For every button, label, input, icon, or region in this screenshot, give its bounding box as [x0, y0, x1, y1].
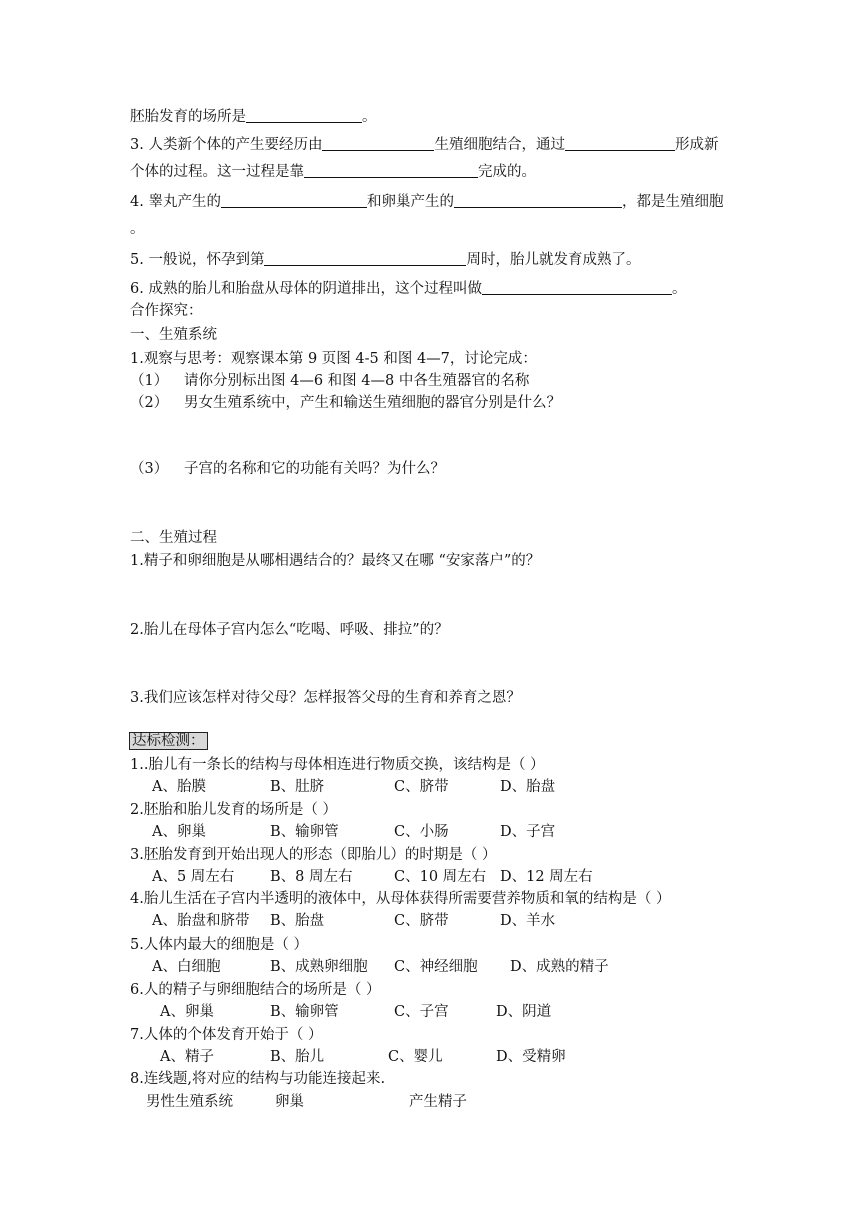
mc-option[interactable]: C、神经细胞 — [394, 959, 478, 975]
mc-option[interactable]: D、受精卵 — [496, 1049, 566, 1065]
explore-subquestion-2 — [130, 393, 561, 413]
section-heading-test — [129, 731, 208, 751]
explore-question-2-3: 3.我们应该怎样对待父母？怎样报答父母的生育和养育之恩？ — [130, 690, 521, 706]
fill-question-4-end: 。 — [130, 221, 145, 237]
mc-question: 4.胎儿生活在子宫内半透明的液体中，从母体获得所需要营养物质和氧的结构是（ ） — [130, 891, 671, 907]
mc-option[interactable]: C、脐带 — [394, 913, 449, 929]
mc-option[interactable]: A、5 周左右 — [152, 869, 235, 885]
section-heading-explore: 合作探究： — [130, 303, 203, 319]
mc-option[interactable]: C、10 周左右 — [394, 869, 487, 885]
text: 胚胎发育的场所是 — [130, 109, 246, 125]
text: 达标检测： — [129, 732, 208, 750]
mc-option[interactable]: A、白细胞 — [152, 959, 221, 975]
explore-subquestion-3 — [130, 459, 445, 479]
mc-option[interactable]: D、阴道 — [496, 1004, 552, 1020]
mc-question: 2.胚胎和胎儿发育的场所是（ ） — [130, 802, 337, 818]
matching-item[interactable]: 男性生殖系统 — [146, 1094, 233, 1110]
answer-blank[interactable] — [304, 162, 478, 178]
text: 5. 一般说，怀孕到第 — [130, 252, 265, 268]
answer-blank[interactable] — [565, 135, 675, 151]
text: 4. 睾丸产生的 — [130, 194, 221, 210]
text: （3） — [130, 461, 169, 477]
fill-question-3 — [130, 135, 718, 155]
mc-question: 3.胚胎发育到开始出现人的形态（即胎儿）的时期是（ ） — [130, 847, 497, 863]
mc-option[interactable]: B、肚脐 — [270, 779, 325, 795]
fill-question-6 — [130, 279, 686, 299]
mc-option[interactable]: C、小肠 — [394, 824, 449, 840]
fill-question-5 — [130, 250, 640, 270]
text: 子宫的名称和它的功能有关吗？为什么？ — [184, 461, 445, 477]
section-title-reproduction-process: 二、生殖过程 — [130, 530, 217, 546]
text: 个体的过程。这一过程是靠 — [130, 164, 304, 180]
answer-blank[interactable] — [454, 192, 622, 208]
text: 周时，胎儿就发育成熟了。 — [466, 252, 641, 268]
text: 男女生殖系统中，产生和输送生殖细胞的器官分别是什么？ — [184, 395, 561, 411]
mc-option[interactable]: B、成熟卵细胞 — [270, 959, 368, 975]
text: （1） — [130, 373, 169, 389]
explore-question-2-2: 2.胎儿在母体子宫内怎么“吃喝、呼吸、排拉”的？ — [130, 622, 449, 638]
mc-option[interactable]: A、精子 — [160, 1049, 214, 1065]
text: 和卵巢产生的 — [366, 194, 454, 210]
mc-option[interactable]: C、子宫 — [394, 1004, 449, 1020]
matching-item[interactable]: 产生精子 — [409, 1094, 467, 1110]
text: 生殖细胞结合，通过 — [434, 137, 565, 153]
mc-option[interactable]: A、卵巢 — [160, 1004, 214, 1020]
mc-option[interactable]: D、12 周左右 — [500, 869, 593, 885]
answer-blank[interactable] — [221, 192, 367, 208]
text: 。 — [671, 281, 687, 297]
mc-option[interactable]: D、羊水 — [500, 913, 556, 929]
text: 形成新 — [674, 137, 719, 153]
explore-question-1: 1.观察与思考：观察课本第 9 页图 4-5 和图 4—7，讨论完成： — [130, 351, 537, 367]
fill-question-3-cont — [130, 162, 536, 182]
mc-option[interactable]: D、子宫 — [500, 824, 556, 840]
explore-question-2-1: 1.精子和卵细胞是从哪相遇结合的？最终又在哪 “安家落户”的？ — [130, 553, 541, 569]
mc-option[interactable]: C、婴儿 — [388, 1049, 443, 1065]
matching-item[interactable]: 卵巢 — [275, 1094, 304, 1110]
answer-blank[interactable] — [246, 107, 362, 123]
text: 3. 人类新个体的产生要经历由 — [130, 137, 323, 153]
mc-question: 5.人体内最大的细胞是（ ） — [130, 937, 308, 953]
mc-option[interactable]: B、胎盘 — [270, 913, 325, 929]
text: 完成的。 — [478, 164, 536, 180]
fill-question-4 — [130, 192, 723, 212]
mc-option[interactable]: D、胎盘 — [500, 779, 556, 795]
fill-question-2-tail — [130, 107, 377, 127]
mc-option[interactable]: C、脐带 — [394, 779, 449, 795]
mc-option[interactable]: B、输卵管 — [270, 1004, 339, 1020]
mc-option[interactable]: B、胎儿 — [270, 1049, 325, 1065]
text: ，都是生殖细胞 — [621, 194, 724, 210]
text: 。 — [362, 109, 377, 125]
mc-option[interactable]: A、卵巢 — [152, 824, 206, 840]
mc-option[interactable]: A、胎膜 — [152, 779, 206, 795]
mc-option[interactable]: B、输卵管 — [270, 824, 339, 840]
mc-option[interactable]: D、成熟的精子 — [510, 959, 609, 975]
mc-question: 7.人体的个体发育开始于（ ） — [130, 1027, 323, 1043]
section-title-reproductive-system: 一、生殖系统 — [130, 327, 217, 343]
mc-question: 6.人的精子与卵细胞结合的场所是（ ） — [130, 982, 381, 998]
text: （2） — [130, 395, 169, 411]
mc-option[interactable]: A、胎盘和脐带 — [152, 913, 250, 929]
text: 请你分别标出图 4—6 和图 4—8 中各生殖器官的名称 — [184, 373, 530, 389]
answer-blank[interactable] — [264, 250, 466, 266]
answer-blank[interactable] — [322, 135, 434, 151]
text: 6. 成熟的胎儿和胎盘从母体的阴道排出，这个过程叫做 — [130, 281, 482, 297]
mc-option[interactable]: B、8 周左右 — [270, 869, 353, 885]
explore-subquestion-1 — [130, 371, 529, 391]
matching-question: 8.连线题,将对应的结构与功能连接起来. — [130, 1071, 386, 1087]
answer-blank[interactable] — [482, 279, 672, 295]
mc-question: 1..胎儿有一条长的结构与母体相连进行物质交换，该结构是（ ） — [130, 757, 545, 773]
